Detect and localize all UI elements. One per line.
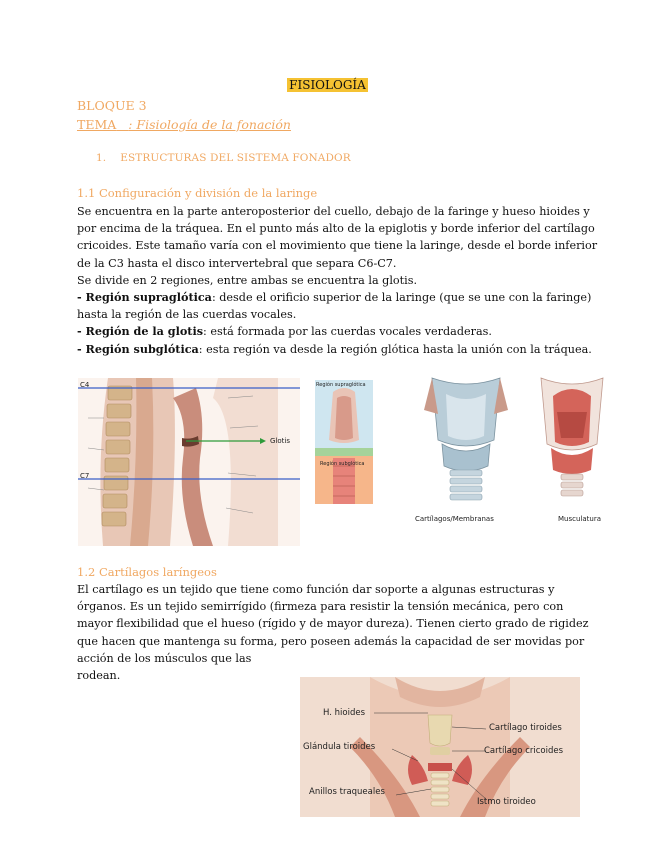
subglottic-label: Región subglótica bbox=[320, 461, 365, 467]
thyroid-isthmus-label: Istmo tiroideo bbox=[477, 797, 536, 807]
text-line: mayor flexibilidad que el hueso (rígido y de mayor dureza). Tienen cierto grado de rigidez bbox=[77, 617, 589, 631]
page-title: FISIOLOGÍA bbox=[289, 78, 366, 92]
supraglottic-label: Región supraglótica bbox=[316, 382, 366, 388]
musculature-figure bbox=[533, 372, 611, 504]
hyoid-label: H. hioides bbox=[323, 708, 366, 718]
tracheal-rings-label: Anillos traqueales bbox=[309, 787, 385, 797]
region-line: - Región de la glotis: está formada por las cuerdas vocales verdaderas. bbox=[77, 324, 492, 339]
subsection-1-1-heading: 1.1 Configuración y división de la laringe bbox=[77, 186, 318, 200]
c4-label: C4 bbox=[80, 381, 90, 389]
subsection-1-2-heading: 1.2 Cartílagos laríngeos bbox=[77, 565, 217, 579]
text-line: que hacen que mantenga su forma, pero poseen además la capacidad de ser movidas por bbox=[77, 634, 585, 648]
section-1-heading: 1. ESTRUCTURAS DEL SISTEMA FONADOR bbox=[96, 152, 351, 164]
text-line: acción de los músculos que las bbox=[77, 651, 252, 665]
sagittal-section-figure bbox=[78, 378, 300, 546]
thyroid-gland-label: Glándula tiroides bbox=[303, 742, 376, 752]
tema-heading: TEMA : Fisiología de la fonación bbox=[77, 117, 291, 132]
region-line: - Región subglótica: esta región va desde la región glótica hasta la unión con la tráquea. bbox=[77, 341, 592, 356]
cricoid-cartilage-label: Cartílago cricoides bbox=[484, 746, 564, 756]
block-heading: BLOQUE 3 bbox=[77, 98, 147, 113]
cartilages-caption: Cartílagos/Membranas bbox=[415, 515, 494, 523]
text-line: El cartílago es un tejido que tiene como función dar soporte a algunas estructuras y bbox=[77, 583, 555, 596]
cartilages-figure bbox=[418, 370, 514, 506]
larynx-regions-figure bbox=[315, 380, 373, 504]
text-line: por encima de la tráquea. En el punto más alto de la epiglotis y borde inferior del cartílago bbox=[77, 222, 595, 236]
subsection-1-1-body bbox=[77, 203, 598, 358]
musculature-caption: Musculatura bbox=[558, 515, 601, 523]
text-line: de la C3 hasta el disco intervertebral que separa C6-C7. bbox=[77, 256, 397, 270]
text-line: Se divide en 2 regiones, entre ambas se encuentra la glotis. bbox=[77, 273, 418, 287]
region-line: hasta la región de las cuerdas vocales. bbox=[77, 308, 297, 322]
glotis-label: Glotis bbox=[270, 437, 290, 445]
region-line: - Región supraglótica: desde el orificio superior de la laringe (que se une con la faringe) bbox=[77, 290, 592, 305]
text-line: rodean. bbox=[77, 669, 121, 683]
c7-label: C7 bbox=[80, 472, 90, 480]
text-line: órganos. Es un tejido semirrígido (firmeza para resistir la tensión mecánica, pero con bbox=[77, 600, 564, 614]
text-line: Se encuentra en la parte anteroposterior del cuello, debajo de la faringe y hueso hioides y bbox=[77, 205, 590, 218]
thyroid-cartilage-label: Cartílago tiroides bbox=[489, 723, 562, 733]
text-line: cricoides. Este tamaño varía con el movimiento que tiene la laringe, desde el borde inferior bbox=[77, 239, 598, 253]
subsection-1-2-body bbox=[77, 581, 589, 684]
